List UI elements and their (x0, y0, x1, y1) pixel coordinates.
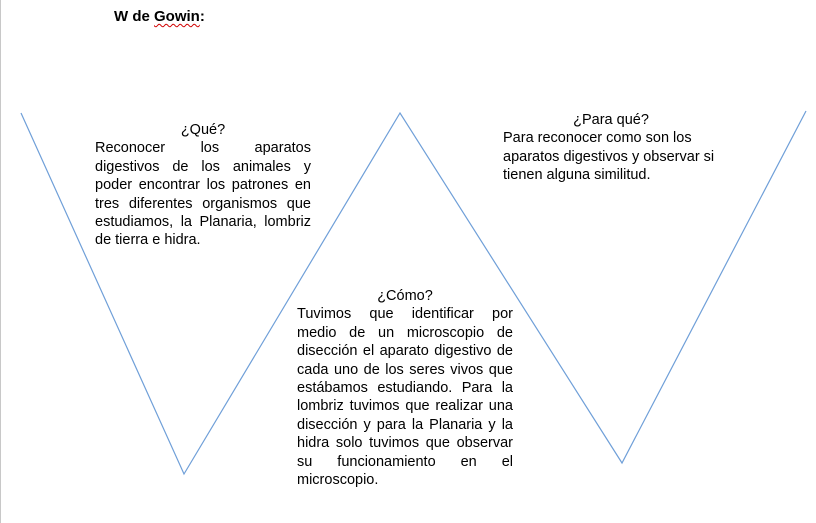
title-spellcheck-word: Gowin (154, 8, 200, 25)
como-heading: ¿Cómo? (377, 288, 433, 304)
para-que-body: Para reconocer como son los aparatos digestivos y observar si tienen alguna similitud. (503, 130, 715, 184)
title-suffix: : (199, 8, 205, 25)
para-que-heading: ¿Para qué? (573, 112, 649, 128)
como-section (297, 287, 513, 489)
para-que-section (503, 111, 719, 185)
title-prefix: W de (114, 8, 154, 25)
como-body: Tuvimos que identificar por medio de un microscopio de disección el aparato digestivo de cada uno de los seres vivos que estábamos estudiando. Para la lombriz tuvimos que realizar una disección y para la Planaria y la hidra solo tuvimos que observar su funcionamiento en el microscopio. (297, 306, 513, 489)
que-body: Reconocer los aparatos digestivos de los animales y poder encontrar los patrones en tres diferentes organismos que estudiamos, la Planaria, lombriz de tierra e hidra. (95, 140, 311, 249)
que-section (95, 121, 311, 250)
que-heading: ¿Qué? (180, 122, 226, 138)
